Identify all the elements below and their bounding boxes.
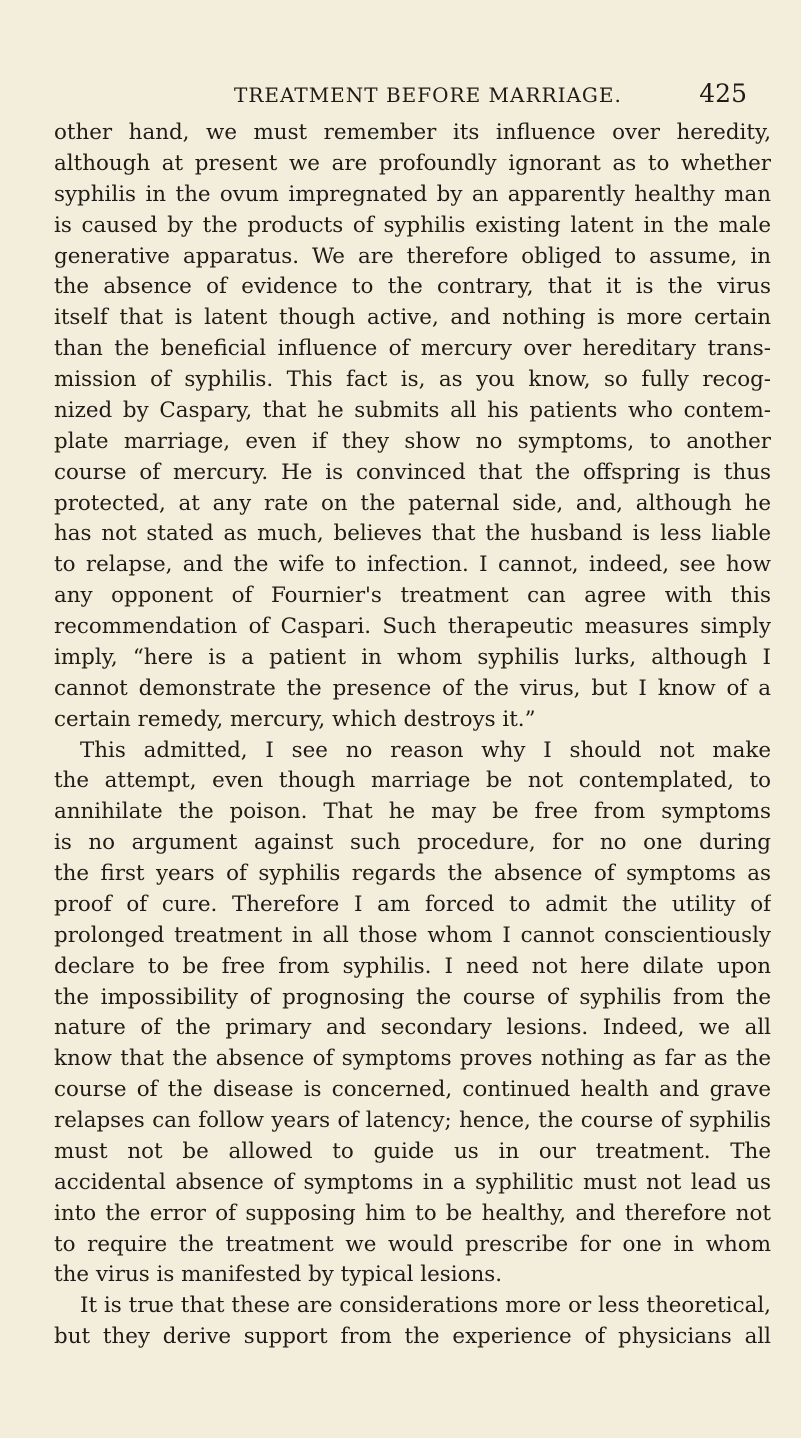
page-number: 425	[699, 79, 747, 108]
text-line: This admitted, I see no reason why I should not make	[80, 737, 771, 763]
text-line: plate marriage, even if they show no symptoms, to another	[54, 428, 771, 454]
text-line: is no argument against such procedure, for no one during	[54, 830, 771, 856]
text-line: It is true that these are considerations more or less theoretical,	[80, 1293, 771, 1319]
running-header	[234, 79, 747, 109]
text-line: mission of syphilis. This fact is, as you know, so fully recog-	[54, 367, 771, 392]
text-line: but they derive support from the experience of physicians all	[54, 1324, 771, 1350]
text-line: accidental absence of symptoms in a syphilitic must not lead us	[54, 1169, 771, 1195]
text-line: other hand, we must remember its influence over heredity,	[54, 120, 771, 145]
text-line: the first years of syphilis regards the absence of symptoms as	[54, 861, 771, 886]
text-line: generative apparatus. We are therefore obliged to assume, in	[54, 243, 771, 269]
text-line: the virus is manifested by typical lesions.	[54, 1262, 503, 1288]
text-line: into the error of supposing him to be healthy, and therefore not	[54, 1200, 771, 1226]
text-line: declare to be free from syphilis. I need not here dilate upon	[54, 953, 771, 979]
text-line: course of mercury. He is convinced that the offspring is thus	[54, 459, 771, 485]
text-line: nature of the primary and secondary lesions. Indeed, we all	[54, 1015, 771, 1041]
text-line: know that the absence of symptoms proves nothing as far as the	[54, 1046, 771, 1072]
text-line: course of the disease is concerned, continued health and grave	[54, 1077, 771, 1103]
text-line: although at present we are profoundly ignorant as to whether	[54, 150, 771, 176]
text-line: has not stated as much, believes that the husband is less liable	[54, 521, 771, 547]
text-line: to relapse, and the wife to infection. I cannot, indeed, see how	[54, 552, 771, 578]
body-text	[54, 118, 771, 1408]
text-line: proof of cure. Therefore I am forced to admit the utility of	[54, 891, 771, 917]
text-line: the attempt, even though marriage be not contemplated, to	[54, 768, 771, 794]
text-line: to require the treatment we would prescribe for one in whom	[54, 1231, 771, 1257]
text-line: itself that is latent though active, and nothing is more certain	[54, 305, 771, 331]
text-line: imply, “here is a patient in whom syphilis lurks, although I	[54, 644, 771, 670]
text-line: certain remedy, mercury, which destroys it.”	[54, 706, 536, 732]
running-title: TREATMENT BEFORE MARRIAGE.	[234, 83, 622, 107]
text-line: must not be allowed to guide us in our treatment. The	[54, 1138, 771, 1164]
text-line: recommendation of Caspari. Such therapeutic measures simply	[54, 614, 771, 639]
text-line: prolonged treatment in all those whom I cannot conscientiously	[54, 922, 771, 948]
text-line: protected, at any rate on the paternal side, and, although he	[54, 490, 771, 516]
text-line: relapses can follow years of latency; hence, the course of syphilis	[54, 1108, 771, 1133]
text-line: than the beneficial influence of mercury over hereditary trans-	[54, 336, 771, 362]
text-line: syphilis in the ovum impregnated by an apparently healthy man	[54, 181, 771, 207]
text-line: cannot demonstrate the presence of the virus, but I know of a	[54, 675, 771, 701]
text-line: the absence of evidence to the contrary, that it is the virus	[54, 274, 771, 300]
text-line: any opponent of Fournier's treatment can agree with this	[54, 583, 771, 609]
text-line: is caused by the products of syphilis existing latent in the male	[54, 212, 771, 238]
text-line: annihilate the poison. That he may be free from symptoms	[54, 799, 771, 825]
text-line: the impossibility of prognosing the course of syphilis from the	[54, 984, 771, 1010]
text-line: nized by Caspary, that he submits all his patients who contem-	[54, 397, 771, 423]
